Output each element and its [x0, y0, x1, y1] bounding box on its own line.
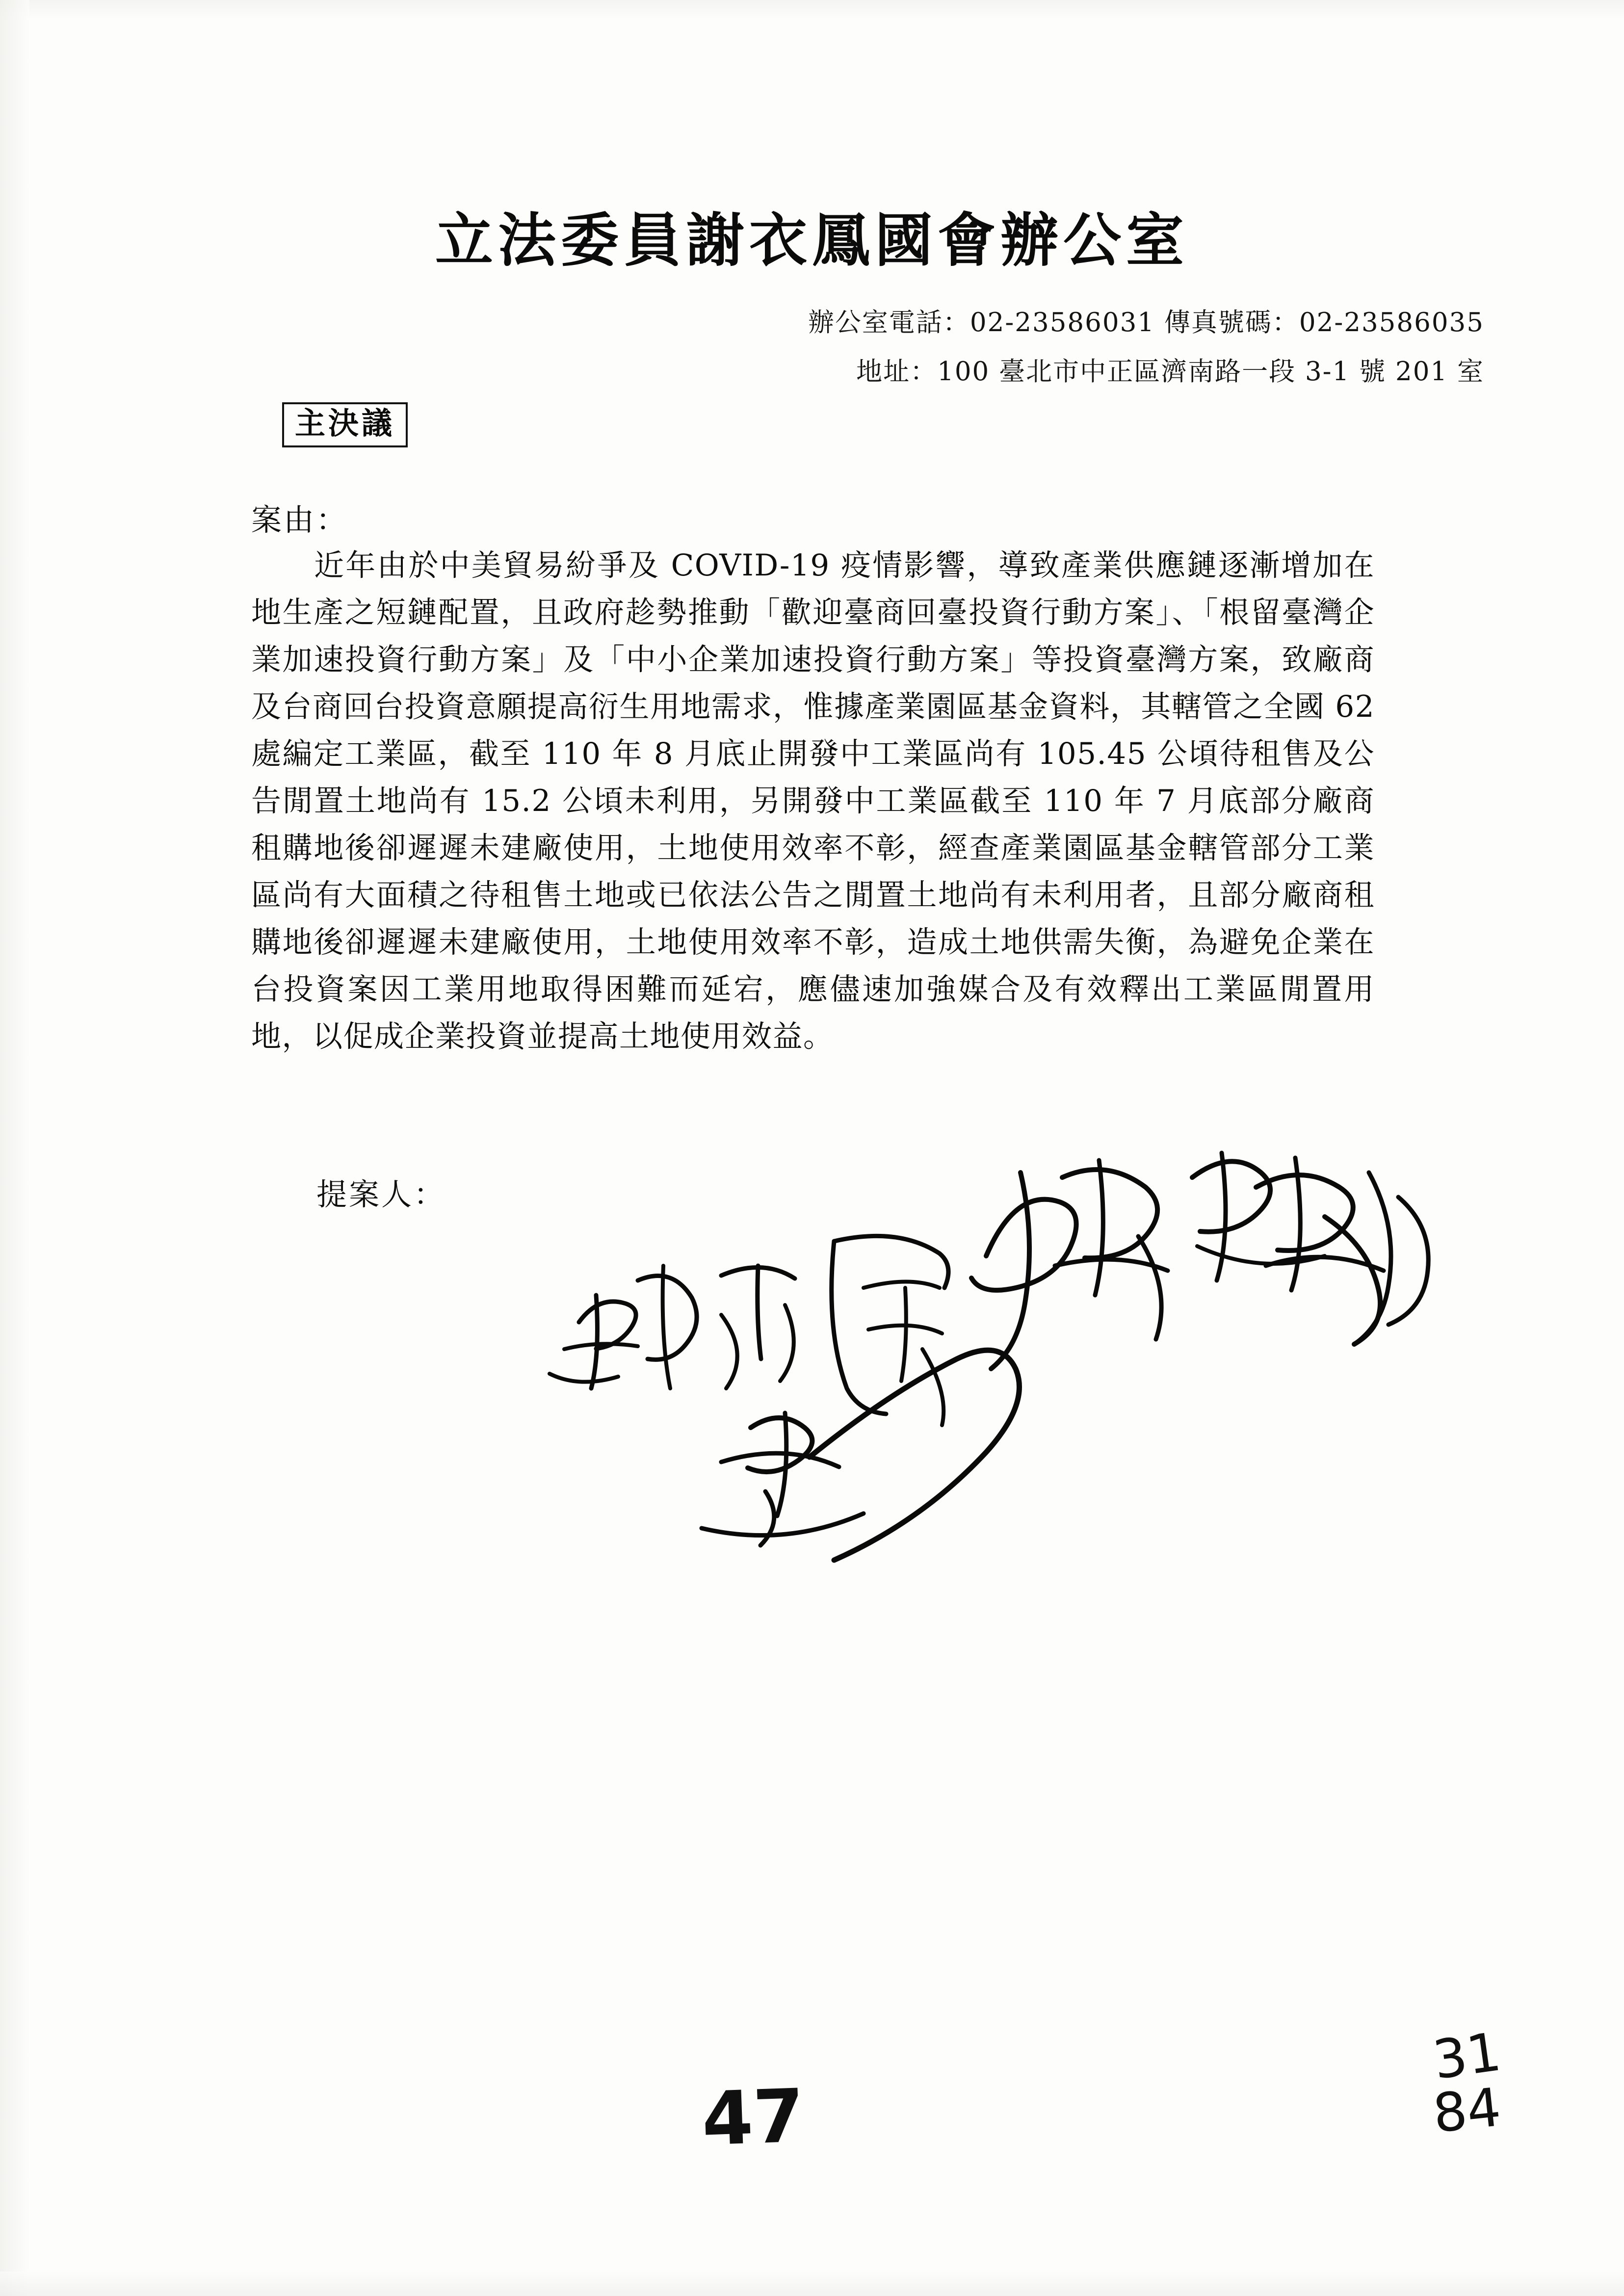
- scan-edge-bottom: [0, 2271, 1624, 2296]
- signature-ink-icon: [491, 1119, 1521, 1585]
- page-fraction: [1393, 2021, 1541, 2145]
- resolution-badge: 主決議: [282, 402, 408, 447]
- case-body-text: 近年由於中美貿易紛爭及 COVID-19 疫情影響，導致產業供應鏈逐漸增加在地生產之短鏈配置，且政府趁勢推動「歡迎臺商回臺投資行動方案」、「根留臺灣企業加速投資行動方案」及「中小企業加速投資行動方案」等投資臺灣方案，致廠商及台商回台投資意願提高衍生用地需求，惟據產業園區基金資料，其轄管之全國 62 處編定工業區，截至 110 年 8 月底止開發中工業區尚有 105.45 公頃待租售及公告閒置土地尚有 15.2 公頃未利用，另開發中工業區截至 110 年 7 月底部分廠商租購地後卻遲遲未建廠使用，土地使用效率不彰，經查產業園區基金轄管部分工業區尚有大面積之待租售土地或已依法公告之閒置土地尚有未利用者，且部分廠商租購地後卻遲遲未建廠使用，土地使用效率不彰，造成土地供需失衡，為避免企業在台投資案因工業用地取得困難而延宕，應儘速加強媒合及有效釋出工業區閒置用地，以促成企業投資並提高土地使用效益。: [251, 548, 1385, 1054]
- page-number: 47: [700, 2073, 806, 2163]
- scan-edge-left: [0, 0, 29, 2296]
- scan-edge-top: [0, 0, 1624, 20]
- page-fraction-denominator: 84: [1430, 2077, 1504, 2145]
- handwritten-signatures: [491, 1119, 1521, 1585]
- document-title: 立法委員謝衣鳳國會辦公室: [435, 206, 1189, 274]
- office-phone-line: 辦公室電話：02-23586031 傳真號碼：02-23586035: [808, 308, 1484, 338]
- office-address-line: 地址：100 臺北市中正區濟南路一段 3-1 號 201 室: [856, 357, 1484, 387]
- case-label: 案由：: [251, 502, 349, 538]
- proposer-label: 提案人：: [316, 1176, 446, 1212]
- page-fraction-numerator: 31: [1429, 2021, 1505, 2091]
